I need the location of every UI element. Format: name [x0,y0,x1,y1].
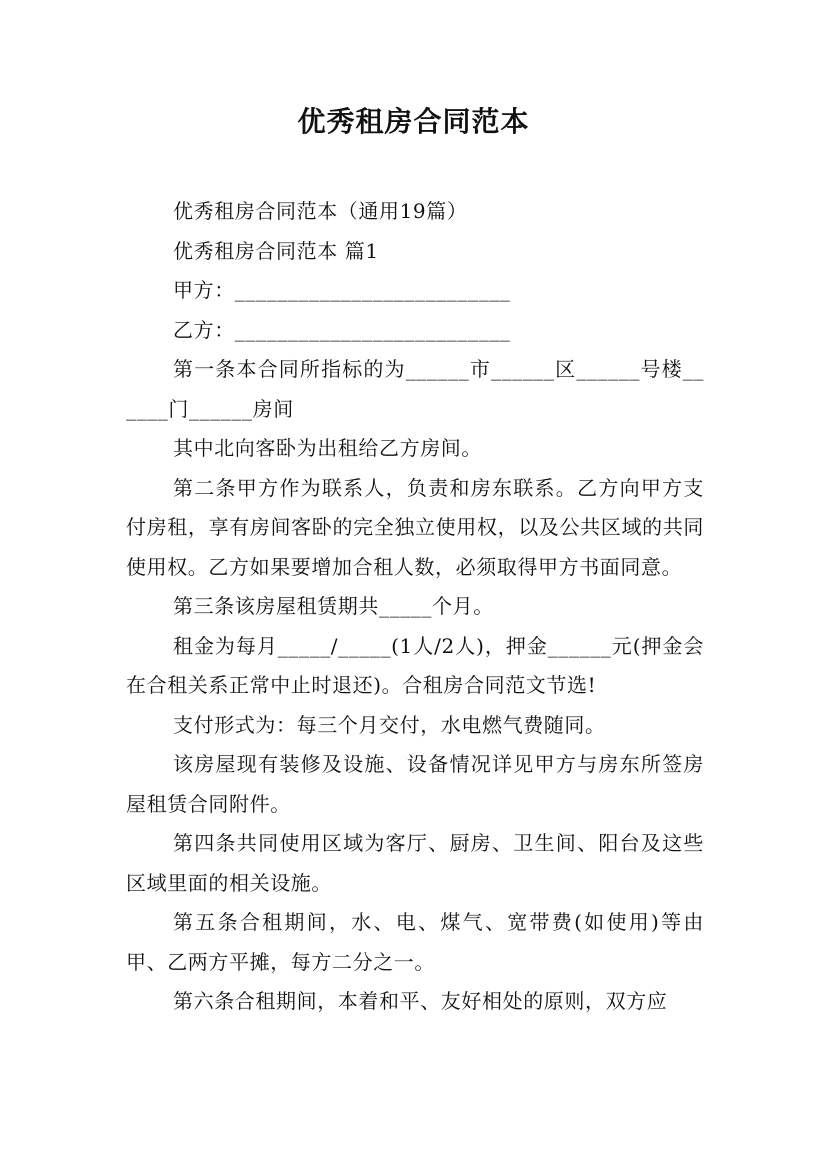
paragraph-rent: 租金为每月_____/_____(1人/2人)，押金______元(押金会在合租关系正常中止时退还)。合租房合同范文节选! [126,633,704,697]
paragraph-party-a: 甲方：__________________________ [173,278,511,302]
paragraph-article-1: 第一条本合同所指标的为______市______区______号楼______门______房间 [126,357,704,421]
paragraph-article-3: 第三条该房屋租赁期共_____个月。 [173,594,494,618]
paragraph-facilities: 该房屋现有装修及设施、设备情况详见甲方与房东所签房屋租赁合同附件。 [126,752,704,816]
paragraph-article-2: 第二条甲方作为联系人，负责和房东联系。乙方向甲方支付房租，享有房间客卧的完全独立使用权，以及公共区域的共同使用权。乙方如果要增加合租人数，必须取得甲方书面同意。 [126,475,704,579]
paragraph-party-b: 乙方：__________________________ [173,317,511,342]
paragraph-section-heading: 优秀租房合同范本 篇1 [173,238,379,263]
document-title: 优秀租房合同范本 [297,105,530,138]
document-body [126,192,704,1022]
paragraph-article-6: 第六条合租期间，本着和平、友好相处的原则，双方应 [173,989,668,1013]
paragraph-article-4: 第四条共同使用区域为客厅、厨房、卫生间、阳台及这些区域里面的相关设施。 [126,831,704,895]
paragraph-article-5: 第五条合租期间，水、电、煤气、宽带费(如使用)等由甲、乙两方平摊，每方二分之一。 [126,910,704,974]
paragraph-subtitle: 优秀租房合同范本（通用19篇） [173,199,468,223]
paragraph-north-bedroom: 其中北向客卧为出租给乙方房间。 [173,436,482,460]
paragraph-payment: 支付形式为：每三个月交付，水电燃气费随同。 [173,712,606,737]
